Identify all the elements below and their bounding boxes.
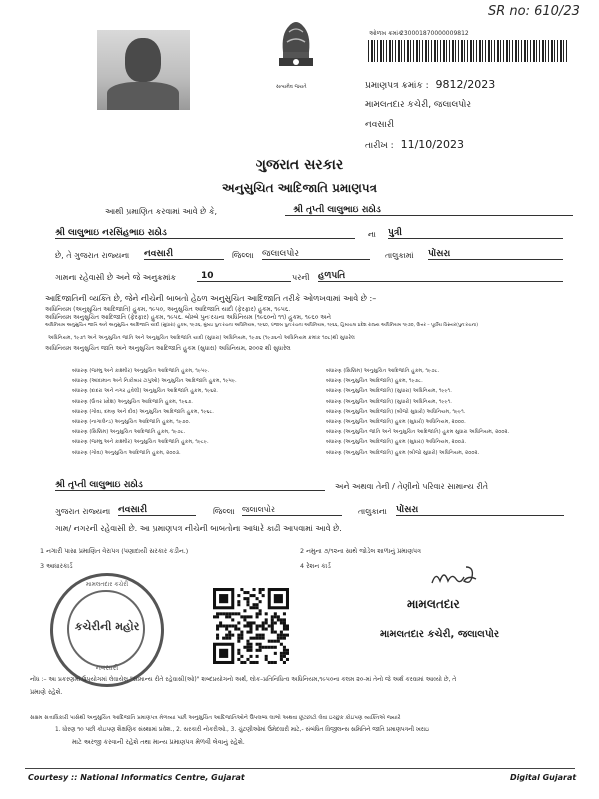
national-emblem-icon (273, 12, 319, 80)
barcode-label: ઓળખ ક્રમાંક : (369, 30, 407, 37)
taluka-name: જલાલપોર (262, 249, 370, 260)
cert-number: 9812/2023 (435, 78, 496, 91)
order-line: અધિનિયમ અનુસુચિત જાતિ અને અનુસુચિત આદિજાતિ યાદી (સુધારા) હુકમ, ૧૯૭૬, મુંબઇ પુનઃરચના અધિનિયમ, ૧૯૬૦, પંજાબ પુનઃરચના અધિનિયમ, ૧૯૬૬, હિમાચલ પ્રદેશ રાજ્ય અધિનિયમ ૧૯૭૦, ઉત્તર – પૂર્વીય વિસ્તાર(પુનઃરચના) (45, 323, 479, 328)
caste-label: પરની (292, 273, 310, 282)
list-item: બંધારણ (અનુસુચિત આદિજાતિ) (સુધારા) અધિનિયમ, ૧૯૯૧. (326, 388, 452, 395)
cert-number-label: પ્રમાણપત્ર ક્રમાંક : (365, 81, 429, 91)
list-item: બંધારણ (અનુસુચિત આદિજાતિ) હુકમ (સુધારો) અધિનિયમ, ૨૦૦૦. (326, 419, 466, 426)
order-line: અધિનિયમ અનુસુચિત આદિજાતિ (ફેરફાર) હુકમ, ૧૯૫૬. બોમ્બે પુનઃરચના અધિનિયમ (૧૯૬૦નો ૧૧) હુકમ, ૧૯૬૦ અને (45, 314, 332, 321)
cert-number-row (365, 78, 495, 91)
gov-title: ગુજરાત સરકાર (255, 157, 344, 173)
note-3: 1. ધોરણ ૧૦ પછી કોઇપણ શૈક્ષણિક સંસ્થામાં પ્રવેશ., 2. સરકારી નોકરીઓ., 3. ચુંટણીઓમાં ઉમેદવારી માટે,- સંબંધિત વિજીલન્સ સમિતિને જાતિ પ્રમાણપત્રની ખરાઇ (55, 727, 429, 733)
list-item: બંધારણ (અનુસુચિત આદિજાતિ) (સુધારો) અધિનિયમ, ૧૯૯૧. (326, 398, 452, 405)
list-item: બંધારણ (ગોવા) અનુસુચિત આદિજાતિ હુકમ, ૨૦૦૩. (72, 449, 181, 456)
signature-icon (430, 563, 480, 591)
order-line: અધિનિયમ અનુસુચિત જાતિ અને અનુસુચિત આદિજાતિ હુકમ (સુધારા) અધિનિયમ, ૨૦૦૨ થી સુધારેલ (45, 345, 291, 352)
caste: હળપતિ (318, 271, 563, 282)
emblem-motto: સત્યમેવ જયતે (276, 84, 307, 90)
signatory-title: મામલતદાર (407, 597, 460, 611)
village: પોંસરા (428, 249, 563, 260)
document-item: 2 નમુના ૭/૧૨ના સાથે જોડેલ શાળાનું પ્રમાણપત્ર (300, 547, 421, 555)
barcode-number: 230001870000009812 (400, 30, 469, 37)
relation: પુત્રી (388, 228, 563, 239)
seal-center-text: કચેરીની મહોર (74, 620, 140, 633)
qr-code-icon (213, 588, 289, 664)
list-item: બંધારણ (અનુસુચિત આદિજાતિ) હુકમ (સુધારા) અધિનિયમ, ૨૦૦૩. (326, 439, 467, 446)
parent-name: શ્રી લાલુભાઇ નરસિંહભાઇ રાઠોડ (55, 228, 355, 239)
seal-bottom-text: નવસારી (95, 664, 119, 672)
district: નવસારી (144, 249, 224, 260)
list-item: બંધારણ (દાદરા અને નગર હવેલી) અનુસુચિત આદિજાતિ હુકમ, ૧૯૬૨. (72, 388, 218, 395)
footer-courtesy: Courtesy :: National Informatics Centre, Gujarat (28, 773, 245, 782)
body-line-1-prefix: આથી પ્રમાણિત કરવામાં આવે છે કે, (105, 207, 218, 216)
taluka-label: તાલુકામાં (385, 251, 414, 260)
barcode-icon (368, 40, 568, 62)
footer-brand: Digital Gujarat (510, 773, 577, 782)
order-line: અધિનિયમ, ૧૯૭૧ અને અનુસુચિત જાતિ અને અનુસુચિત આદિજાતિ યાદી (સુધારા) અધિનિયમ, ૧૯૭૬ (૧૯૭૬નો અધિનિયમ ક્રમાંક ૧૦૮)થી સુધારેલ (48, 335, 355, 341)
state-label: ગુજરાત રાજ્યના (55, 507, 111, 516)
office-name: મામલતદાર કચેરી, જલાલપોર (365, 100, 472, 110)
list-item: બંધારણ (ગોવા, દમણ અને દીવ) અનુસુચિત આદિજાતિ હુકમ, ૧૯૬૮. (72, 408, 214, 415)
note-2: સક્ષમ સત્તાધિકારી પાસેથી અનુસુચિત આદિજાતિ પ્રમાણપત્ર મેળવ્યા પછી અનુસુચિત આદિજાતિઓને ઉપલબ્ધ લાભો અથવા છૂટછાટો લેવા ઇચ્છુક કોઇપણ વ્યક્તિએ જ્યારે (30, 715, 401, 721)
body-line-5: આદિજાતિની વ્યક્તિ છે, જેને નીચેની બાબતો હેઠળ અનુસુચિત આદિજાતિ તરીકે ઓળખવામાં આવે છે :– (45, 294, 377, 303)
list-item: બંધારણ (આંદામાન અને નિકોબાર ટાપુઓ) અનુસુચિત આદિજાતિ હુકમ, ૧૯૫૯. (72, 378, 237, 385)
list-item: બંધારણ (અનુસુચિત આદિજાતિ) (બીજો સુધારો) અધિનિયમ, ૧૯૯૧. (326, 408, 466, 415)
list-item: બંધારણ (સિક્કિમ) અનુસુચિત આદિજાતિ હુકમ, ૧૯૭૮. (72, 429, 186, 436)
document-item: 3 આધારકાર્ડ (40, 562, 73, 570)
date-row (365, 138, 464, 151)
header-district: નવસારી (365, 120, 395, 130)
residence-suffix: અને અથવા તેની / તેણીનો પરિવાર સામાન્ય રીતે (335, 482, 489, 491)
holder-name: શ્રી તૃપ્તી લાલુભાઇ રાઠોડ (285, 205, 573, 216)
date-label: તારીખ : (365, 141, 394, 151)
relation-label: ના (368, 230, 376, 239)
list-item: બંધારણ (નાગાલેન્ડ) અનુસુચિત આદિજાતિ હુકમ, ૧૯૭૦. (72, 419, 191, 426)
district-label: જિલ્લા (232, 251, 254, 260)
office-seal (50, 573, 164, 687)
cert-title: અનુસુચિત આદિજાતિ પ્રમાણપત્ર (222, 181, 377, 195)
taluka-2-label: તાલુકાના (358, 507, 387, 516)
village-2: પોંસરા (396, 505, 564, 516)
document-item: 1 નગારી પાસા પ્રમાણિત વેરાપત્ર (પણાદાયી સરકાર કડીન.) (40, 547, 189, 555)
list-item: બંધારણ (અનુસુચિત આદિજાતિ) હુકમ, ૧૯૭૮. (326, 378, 423, 385)
list-item: બંધારણ (અનુસુચિત આદિજાતિ) હુકમ (બીજો સુધારો) અધિનિયમ, ૨૦૦૨. (326, 449, 480, 456)
list-item: બંધારણ (સિક્કિમ) અનુસુચિત આદિજાતિ હુકમ, ૧૯૭૮. (326, 368, 440, 374)
note-4: માટે અરજી કરવાની રહેશે તથા માન્ય પ્રમાણપત્ર મેળવી લેવાનું રહેશે. (72, 738, 245, 746)
seal-outer-text: મામલતદાર કચેરી (85, 581, 129, 588)
signatory-office: મામલતદાર કચેરી, જલાલપોર (380, 629, 500, 640)
basis-line: ગામ/ નગરની રહેવાસી છે. આ પ્રમાણપત્ર નીચેની બાબતોના આધારે કાઢી આપવામાં આવે છે. (55, 524, 342, 533)
note-1b: પ્રમાણે રહેશે. (30, 688, 63, 696)
district-2: નવસારી (118, 505, 196, 516)
orders-list-left (72, 366, 312, 458)
holder-name-2: શ્રી તૃપ્તી લાલુભાઇ રાઠોડ (55, 480, 325, 491)
list-item: બંધારણ (જમ્મુ અને કાશ્મીર) અનુસુચિત આદિજાતિ હુકમ, ૧૯૫૯. (72, 368, 210, 374)
applicant-photo (97, 30, 190, 110)
list-item: બંધારણ (ઉત્તર પ્રદેશ) અનુસુચિત આદિજાતિ હુકમ, ૧૯૬૭. (72, 398, 193, 405)
order-line: અધિનિયમ (અનુસુચિત આદિજાતિ) હુકમ, ૧૯૫૦, અનુસુચિત આદિજાતિ યાદી (ફેરફાર) હુકમ, ૧૯૫૬. (45, 306, 291, 313)
orders-list-right (326, 366, 571, 458)
body-line-4-prefix: ગામના રહેવાસી છે અને જે અનુક્રમાંક (55, 273, 177, 282)
issue-date: 11/10/2023 (400, 138, 464, 151)
taluka-2: જલાલપોર (242, 505, 342, 516)
document-item: 4 રેશન કાર્ડ (300, 562, 331, 570)
handwritten-serial: SR no: 610/23 (488, 4, 580, 19)
serial-number: 10 (197, 271, 291, 282)
note-1: નોંધ :– આ પ્રકરણમાં ઉપયોગમાં લેવાયેલ "સામાન્ય રીતે રહેવાસી(ઓ)" શબ્દપ્રયોગનો અર્થ, લોક–પ્રતિનિધિત્વ અધિનિયમ,૧૯૫૦ના કલમ ૨૦-માં તેનો જે અર્થ કરવામાં આવ્યો છે, તે (30, 676, 457, 683)
list-item: બંધારણ (અનુસુચિત જાતિ અને અનુસુચિત આદિજાતિ) હુકમ સુધારા અધિનિયમ, ૨૦૦૨. (326, 429, 510, 436)
list-item: બંધારણ (જમ્મુ અને કાશ્મીર) અનુસુચિત આદિજાતિ હુકમ, ૧૯૮૯. (72, 439, 209, 446)
district-2-label: જિલ્લા (213, 507, 235, 516)
body-line-3-prefix: છે, તે ગુજરાત રાજ્યના (55, 251, 130, 260)
